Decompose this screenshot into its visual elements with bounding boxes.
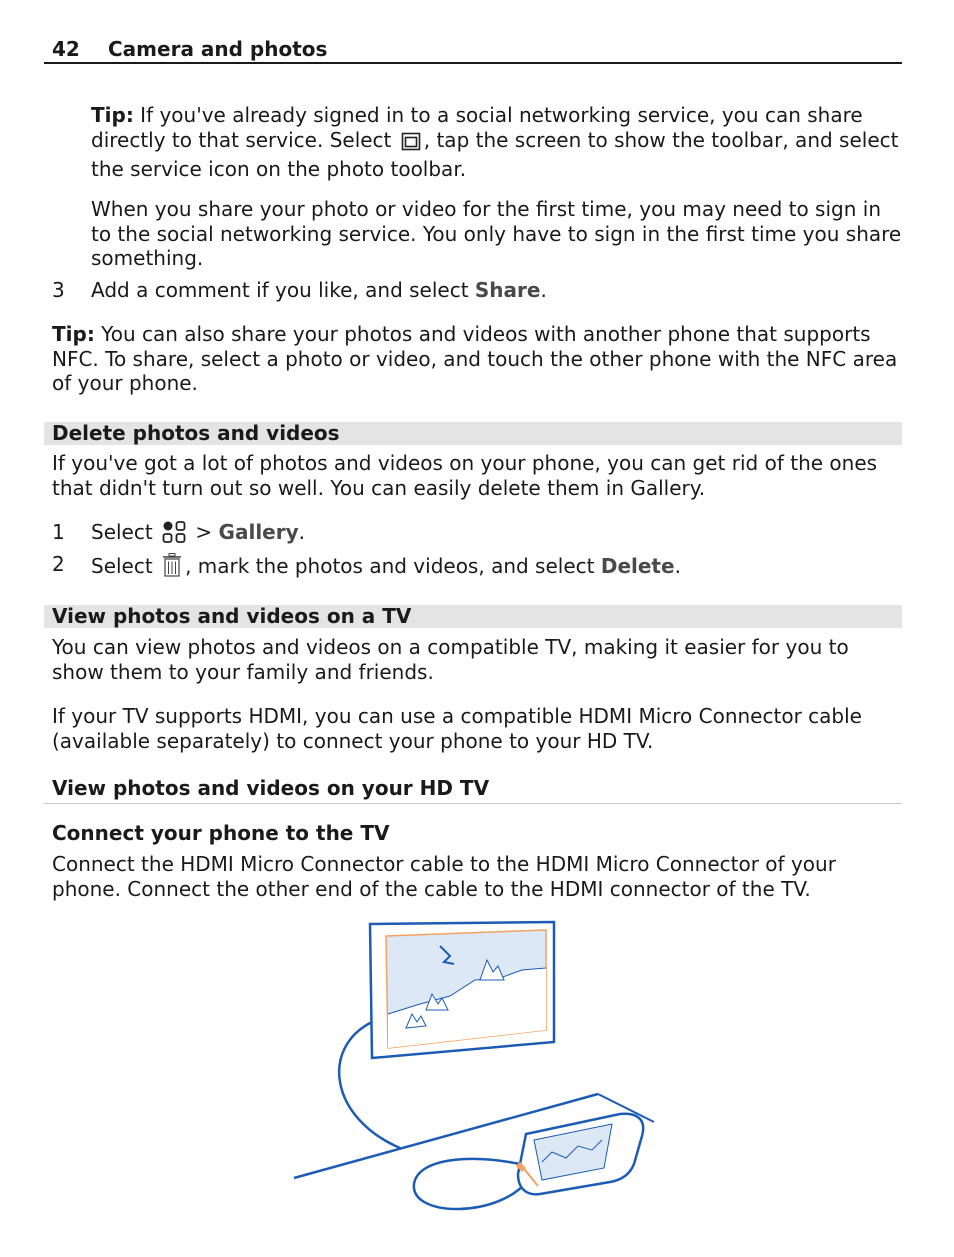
page-header (44, 36, 902, 64)
step-number: 3 (52, 278, 65, 302)
step-separator: > (189, 520, 219, 544)
share-action: Share (474, 278, 541, 302)
heading-text: View photos and videos on your HD TV (52, 776, 490, 800)
subsection-heading-hd-tv (44, 776, 902, 804)
tip-share-direct (91, 103, 903, 182)
heading-text: Delete photos and videos (52, 421, 340, 445)
trash-icon (161, 552, 183, 584)
tip-label: Tip: (91, 103, 134, 127)
step-number: 2 (52, 552, 65, 576)
tv-paragraph-1: You can view photos and videos on a compatible TV, making it easier for you to show them to your family and friends. (52, 635, 849, 684)
step-end: . (298, 520, 305, 544)
phone-icon (518, 1114, 643, 1195)
window-icon (400, 130, 422, 158)
step-end: . (540, 278, 547, 302)
tip-text: You can also share your photos and videos with another phone that supports NFC. To share, select a photo or video, and touch the other phone with the NFC area of your phone. (52, 322, 898, 395)
apps-icon (161, 520, 187, 550)
delete-step-2 (91, 552, 903, 584)
section-title: Camera and photos (108, 37, 328, 61)
section-heading-delete (44, 422, 902, 445)
heading-text: View photos and videos on a TV (52, 604, 412, 628)
delete-step-1 (91, 520, 903, 550)
step-text: Select (91, 520, 160, 544)
tv-icon (370, 922, 554, 1058)
step-text-2: , mark the photos and videos, and select (185, 554, 601, 578)
page-number: 42 (52, 37, 80, 61)
gallery-action: Gallery (218, 520, 299, 544)
tv-phone-hdmi-illustration (290, 918, 660, 1218)
tv-paragraph-2: If your TV supports HDMI, you can use a compatible HDMI Micro Connector cable (available separately) to connect your phone to your HD TV. (52, 704, 862, 753)
connect-paragraph: Connect the HDMI Micro Connector cable to the HDMI Micro Connector of your phone. Connect the other end of the cable to the HDMI connector of the TV. (52, 852, 836, 901)
tip-text: If you've already signed in to a social networking service, you can share directly to that service. Select (91, 103, 863, 152)
tip-text-after: , tap the screen to show the toolbar, and select the service icon on the photo toolbar. (91, 127, 899, 181)
subheading-connect: Connect your phone to the TV (52, 821, 390, 845)
tip-nfc (52, 322, 903, 396)
first-time-paragraph: When you share your photo or video for the first time, you may need to sign in to the social networking service. You only have to sign in the first time you share something. (91, 197, 902, 270)
step-end: . (674, 554, 681, 578)
section-heading-tv (44, 605, 902, 628)
step-text: Select (91, 554, 160, 578)
tip-label: Tip: (52, 322, 95, 346)
delete-intro: If you've got a lot of photos and videos on your phone, you can get rid of the ones that didn't turn out so well. You can easily delete them in Gallery. (52, 451, 878, 500)
step-text: Add a comment if you like, and select (91, 278, 475, 302)
step-3 (91, 278, 903, 303)
step-number: 1 (52, 520, 65, 544)
delete-action: Delete (600, 554, 675, 578)
